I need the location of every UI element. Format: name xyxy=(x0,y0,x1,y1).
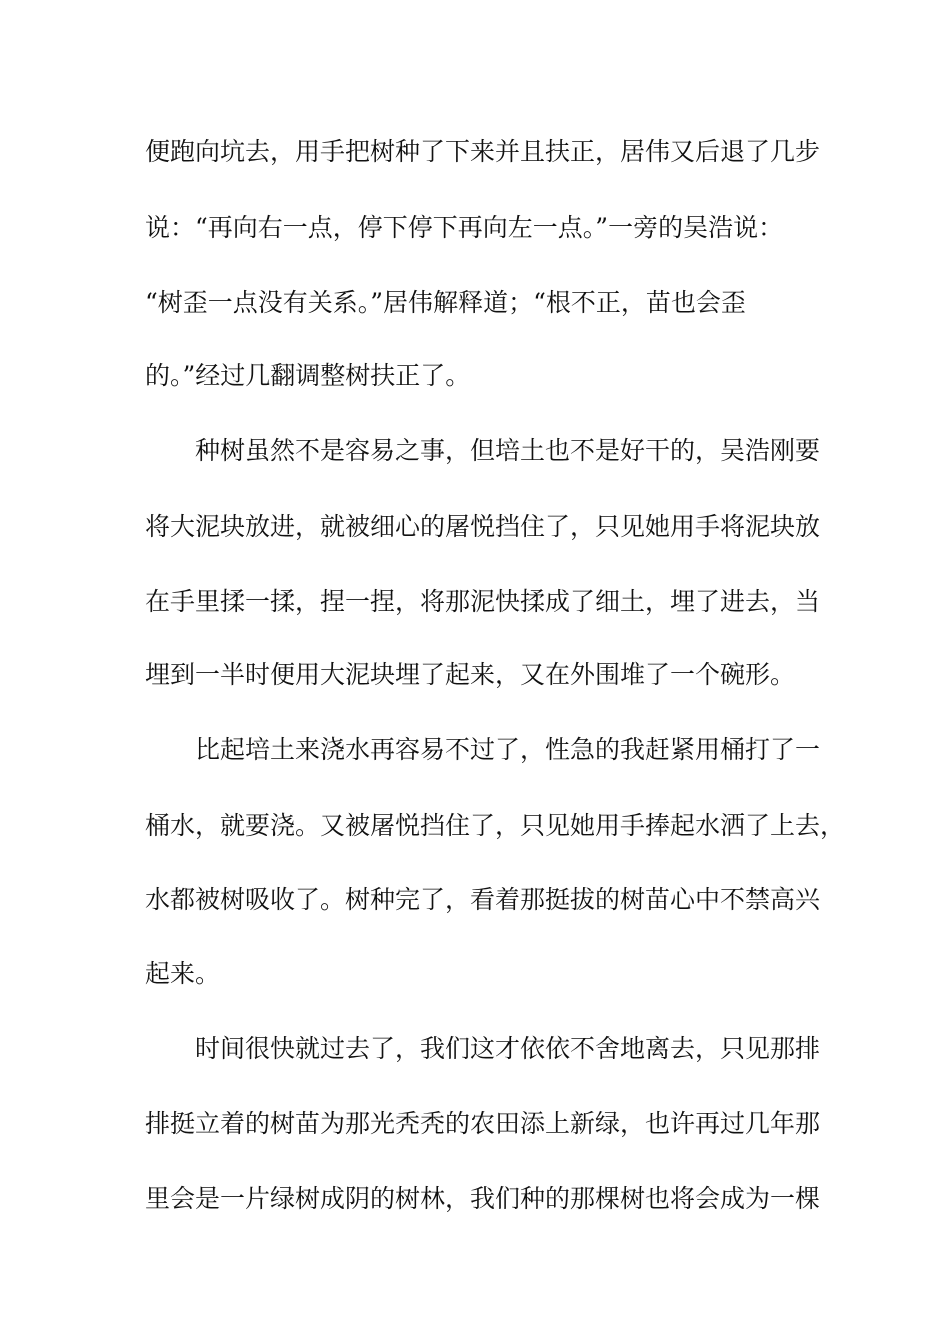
text-line: 的。”经过几翻调整树扶正了。 xyxy=(145,361,471,390)
text-line: 水都被树吸收了。树种完了，看着那挺拔的树苗心中不禁高兴 xyxy=(145,885,821,914)
text-line: “树歪一点没有关系。”居伟解释道；“根不正，苗也会歪 xyxy=(145,288,746,317)
text-line: 便跑向坑去，用手把树种了下来并且扶正，居伟又后退了几步 xyxy=(145,137,821,166)
text-line: 排挺立着的树苗为那光秃秃的农田添上新绿，也许再过几年那 xyxy=(145,1109,821,1138)
text-line: 比起培土来浇水再容易不过了，性急的我赶紧用桶打了一 xyxy=(145,735,821,764)
text-line: 里会是一片绿树成阴的树林，我们种的那棵树也将会成为一棵 xyxy=(145,1184,821,1213)
text-line: 将大泥块放进，就被细心的屠悦挡住了，只见她用手将泥块放 xyxy=(145,512,821,541)
text-line: 时间很快就过去了，我们这才依依不舍地离去，只见那排 xyxy=(145,1034,821,1063)
text-line: 种树虽然不是容易之事，但培土也不是好干的，吴浩刚要 xyxy=(145,436,821,465)
text-line: 在手里揉一揉，捏一捏，将那泥快揉成了细土，埋了进去，当 xyxy=(145,587,821,616)
text-line: 桶水，就要浇。又被屠悦挡住了，只见她用手捧起水洒了上去， xyxy=(145,811,846,840)
text-line: 埋到一半时便用大泥块埋了起来，又在外围堆了一个碗形。 xyxy=(145,660,796,689)
text-line: 起来。 xyxy=(145,959,221,988)
text-line: 说：“再向右一点，停下停下再向左一点。”一旁的吴浩说： xyxy=(145,213,784,242)
